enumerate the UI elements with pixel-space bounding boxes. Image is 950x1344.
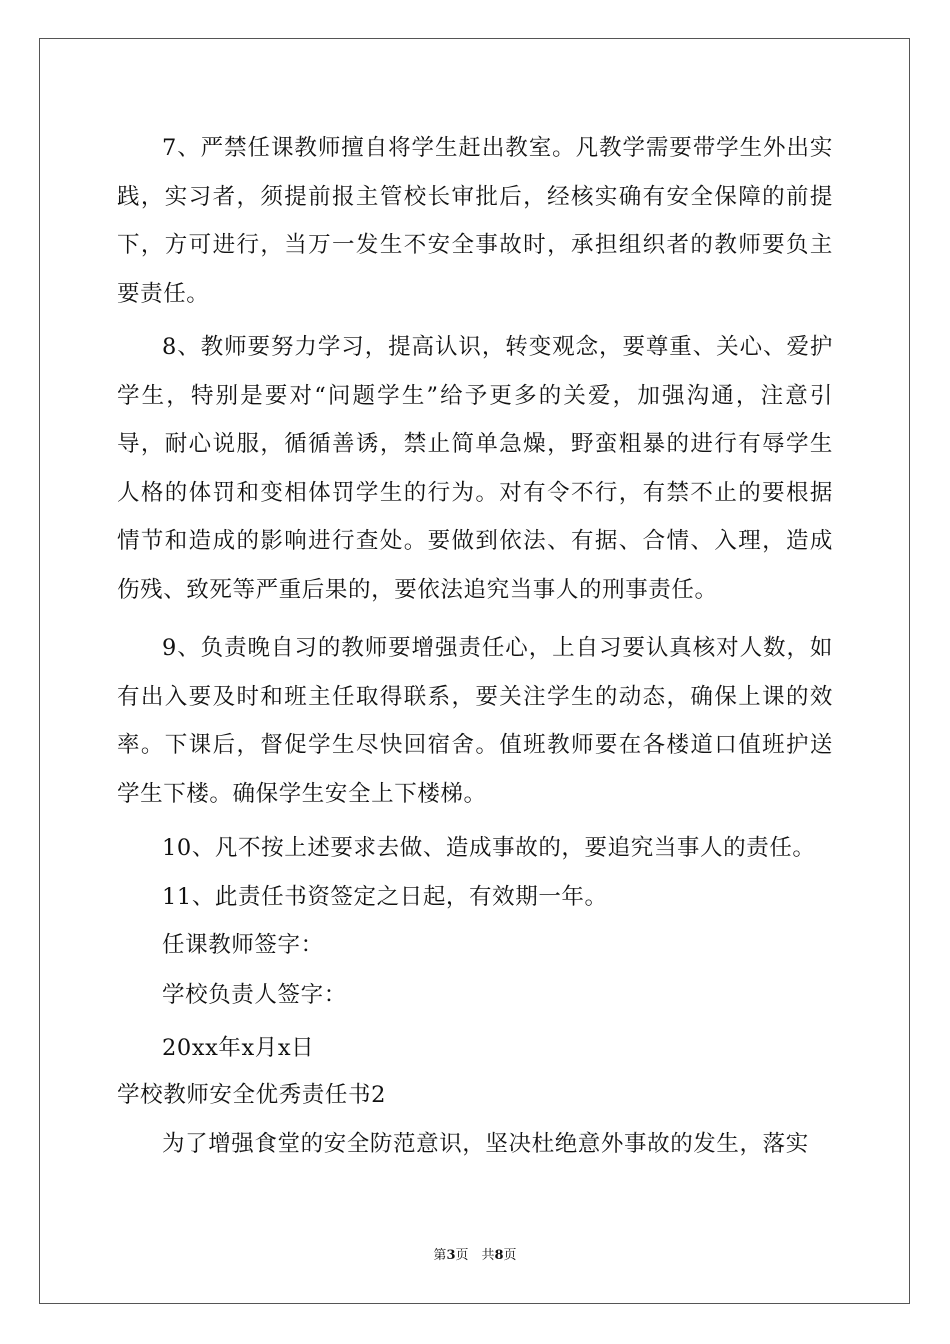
- page-total: 8: [494, 1248, 504, 1263]
- page-mid: 页 共: [455, 1248, 495, 1263]
- signature-date: 20xx年x月x日: [162, 1035, 315, 1061]
- next-paragraph: 为了增强食堂的安全防范意识，坚决杜绝意外事故的发生，落实: [162, 1131, 809, 1157]
- clause-11: 11、此责任书资签定之日起，有效期一年。: [162, 884, 608, 910]
- page-suffix: 页: [503, 1248, 517, 1263]
- teacher-signature-label: 任课教师签字：: [162, 932, 324, 958]
- clause-8: 8、教师要努力学习，提高认识，转变观念，要尊重、关心、爱护学生，特别是要对“问题学生”给予更多的关爱，加强沟通，注意引导，耐心说服，循循善诱，禁止简单急燥，野蛮粗暴的进行有辱学生人格的体罚和变相体罚学生的行为。对有令不行，有禁不止的要根据情节和造成的影响进行查处。要做到依法、有据、合情、入理，造成伤残、致死等严重后果的，要依法追究当事人的刑事责任。: [117, 334, 833, 603]
- clause-9: 9、负责晚自习的教师要增强责任心，上自习要认真核对人数，如有出入要及时和班主任取得联系，要关注学生的动态，确保上课的效率。下课后，督促学生尽快回宿舍。值班教师要在各楼道口值班护送学生下楼。确保学生安全上下楼梯。: [117, 635, 833, 807]
- page-prefix: 第: [433, 1248, 447, 1263]
- school-signature-label: 学校负责人签字：: [162, 982, 347, 1008]
- clause-10: 10、凡不按上述要求去做、造成事故的，要追究当事人的责任。: [162, 835, 816, 861]
- page-number: [0, 1247, 950, 1265]
- clause-7: 7、严禁任课教师擅自将学生赶出教室。凡教学需要带学生外出实践，实习者，须提前报主管校长审批后，经核实确有安全保障的前提下，方可进行，当万一发生不安全事故时，承担组织者的教师要负主要责任。: [117, 135, 833, 307]
- section-title: 学校教师安全优秀责任书2: [117, 1082, 387, 1108]
- page-current: 3: [446, 1248, 456, 1263]
